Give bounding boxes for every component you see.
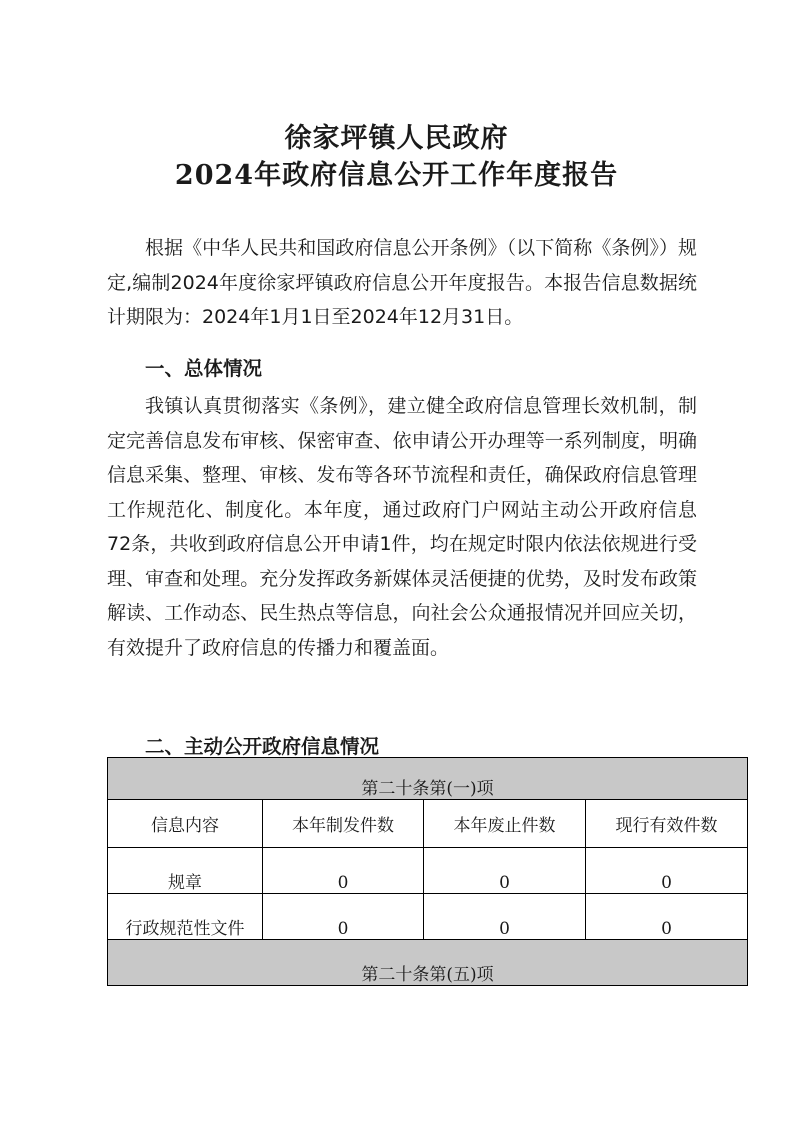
table-cell: 0 (424, 894, 586, 940)
disclosure-table (107, 757, 748, 986)
table-cell: 0 (263, 894, 424, 940)
table-section-row (108, 940, 748, 986)
table-cell: 0 (586, 894, 748, 940)
table-cell: 0 (586, 848, 748, 894)
table-row (108, 894, 748, 940)
table-header-cell: 本年制发件数 (263, 800, 424, 848)
report-title-line2: 2024年政府信息公开工作年度报告 (174, 160, 619, 191)
table-header-cell: 信息内容 (108, 800, 263, 848)
section1-heading: 一、总体情况 (145, 357, 263, 380)
table-cell: 0 (424, 848, 586, 894)
report-title-line1: 徐家坪镇人民政府 (284, 123, 509, 154)
table-section-row (108, 758, 748, 800)
table-header-cell: 现行有效件数 (586, 800, 748, 848)
table-cell: 规章 (108, 848, 263, 894)
table-cell: 0 (263, 848, 424, 894)
table-header-cell: 本年废止件数 (424, 800, 586, 848)
table-cell: 行政规范性文件 (108, 894, 263, 940)
table-section-label: 第二十条第(一)项 (108, 758, 748, 800)
table-header-row (108, 800, 748, 848)
table-row (108, 848, 748, 894)
table-section-label: 第二十条第(五)项 (108, 940, 748, 986)
intro-paragraph: 根据《中华人民共和国政府信息公开条例》（以下简称《条例》）规定,编制2024年度徐家坪镇政府信息公开年度报告。本报告信息数据统计期限为：2024年1月1日至2024年12月31日。 (107, 237, 697, 328)
section2-heading: 二、主动公开政府信息情况 (145, 735, 380, 758)
section1-paragraph: 我镇认真贯彻落实《条例》，建立健全政府信息管理长效机制，制定完善信息发布审核、保密审查、依申请公开办理等一系列制度，明确信息采集、整理、审核、发布等各环节流程和责任，确保政府信息管理工作规范化、制度化。本年度，通过政府门户网站主动公开政府信息72条，共收到政府信息公开申请1件，均在规定时限内依法依规进行受理、审查和处理。充分发挥政务新媒体灵活便捷的优势，及时发布政策解读、工作动态、民生热点等信息，向社会公众通报情况并回应关切，有效提升了政府信息的传播力和覆盖面。 (107, 395, 697, 659)
